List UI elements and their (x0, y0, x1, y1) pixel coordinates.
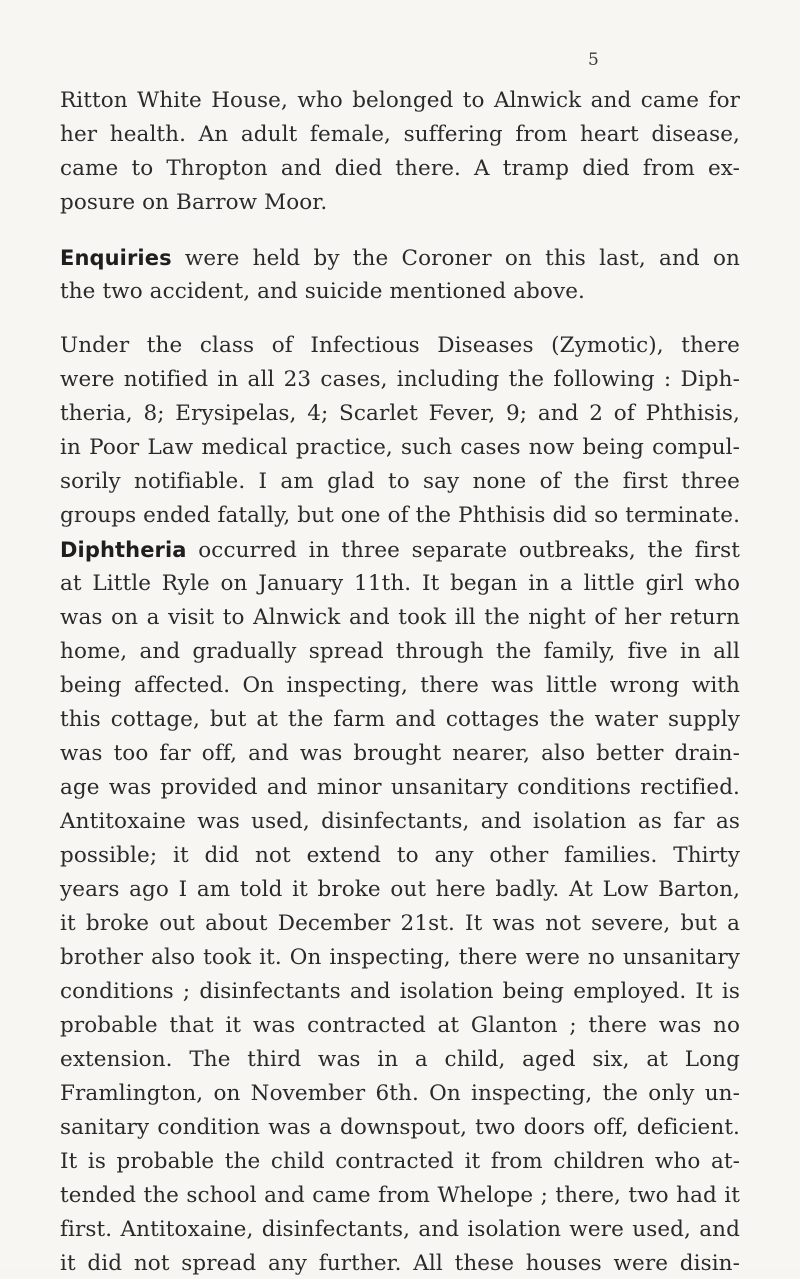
text-line: her health. An adult female, suffering from heart disease, (60, 122, 740, 147)
text-line: Under the class of Infectious Diseases (Zymotic), there (60, 333, 740, 358)
text-line: sorily notifiable. I am glad to say none of the first three (60, 469, 740, 494)
text-line: this cottage, but at the farm and cottages the water supply (60, 707, 740, 732)
text-line: first. Antitoxaine, disinfectants, and isolation were used, and (60, 1217, 740, 1242)
text-line: extension. The third was in a child, aged six, at Long (60, 1047, 740, 1072)
text-line: posure on Barrow Moor. (60, 190, 328, 215)
text-line: it did not spread any further. All these houses were disin- (60, 1251, 740, 1276)
text-run: were held by the Coroner on this last, and on (171, 246, 740, 271)
text-line: sanitary condition was a downspout, two doors off, deficient. (60, 1115, 740, 1140)
text-line: It is probable the child contracted it from children who at- (60, 1149, 740, 1174)
text-run: occurred in three separate outbreaks, the first (186, 538, 740, 563)
text-line: in Poor Law medical practice, such cases now being compul- (60, 435, 740, 460)
text-line (60, 535, 740, 566)
section-heading-diphtheria: Diphtheria (60, 538, 187, 562)
text-line: was too far off, and was brought nearer, also better drain- (60, 741, 740, 766)
text-line: theria, 8; Erysipelas, 4; Scarlet Fever, 9; and 2 of Phthisis, (60, 401, 740, 426)
text-line: years ago I am told it broke out here badly. At Low Barton, (60, 877, 740, 902)
text-line: conditions ; disinfectants and isolation being employed. It is (60, 979, 740, 1004)
text-line: the two accident, and suicide mentioned above. (60, 279, 585, 304)
text-line: groups ended fatally, but one of the Phthisis did so terminate. (60, 503, 740, 528)
text-line: were notified in all 23 cases, including the following : Diph- (60, 367, 740, 392)
text-line: it broke out about December 21st. It was not severe, but a (60, 911, 740, 936)
text-line: Framlington, on November 6th. On inspecting, the only un- (60, 1081, 740, 1106)
page-number: 5 (588, 50, 599, 70)
text-line: home, and gradually spread through the family, five in all (60, 639, 740, 664)
text-line: age was provided and minor unsanitary conditions rectified. (60, 775, 740, 800)
section-heading-enquiries: Enquiries (60, 246, 172, 270)
text-line: probable that it was contracted at Glanton ; there was no (60, 1013, 740, 1038)
text-line: Antitoxaine was used, disinfectants, and isolation as far as (60, 809, 740, 834)
text-line: came to Thropton and died there. A tramp died from ex- (60, 156, 740, 181)
text-line (60, 243, 740, 274)
text-line: was on a visit to Alnwick and took ill the night of her return (60, 605, 740, 630)
text-line: being affected. On inspecting, there was little wrong with (60, 673, 740, 698)
text-line: possible; it did not extend to any other families. Thirty (60, 843, 740, 868)
text-line: tended the school and came from Whelope ; there, two had it (60, 1183, 740, 1208)
text-line: brother also took it. On inspecting, there were no unsanitary (60, 945, 740, 970)
text-line: at Little Ryle on January 11th. It began in a little girl who (60, 571, 740, 596)
text-line: Ritton White House, who belonged to Alnwick and came for (60, 88, 740, 113)
